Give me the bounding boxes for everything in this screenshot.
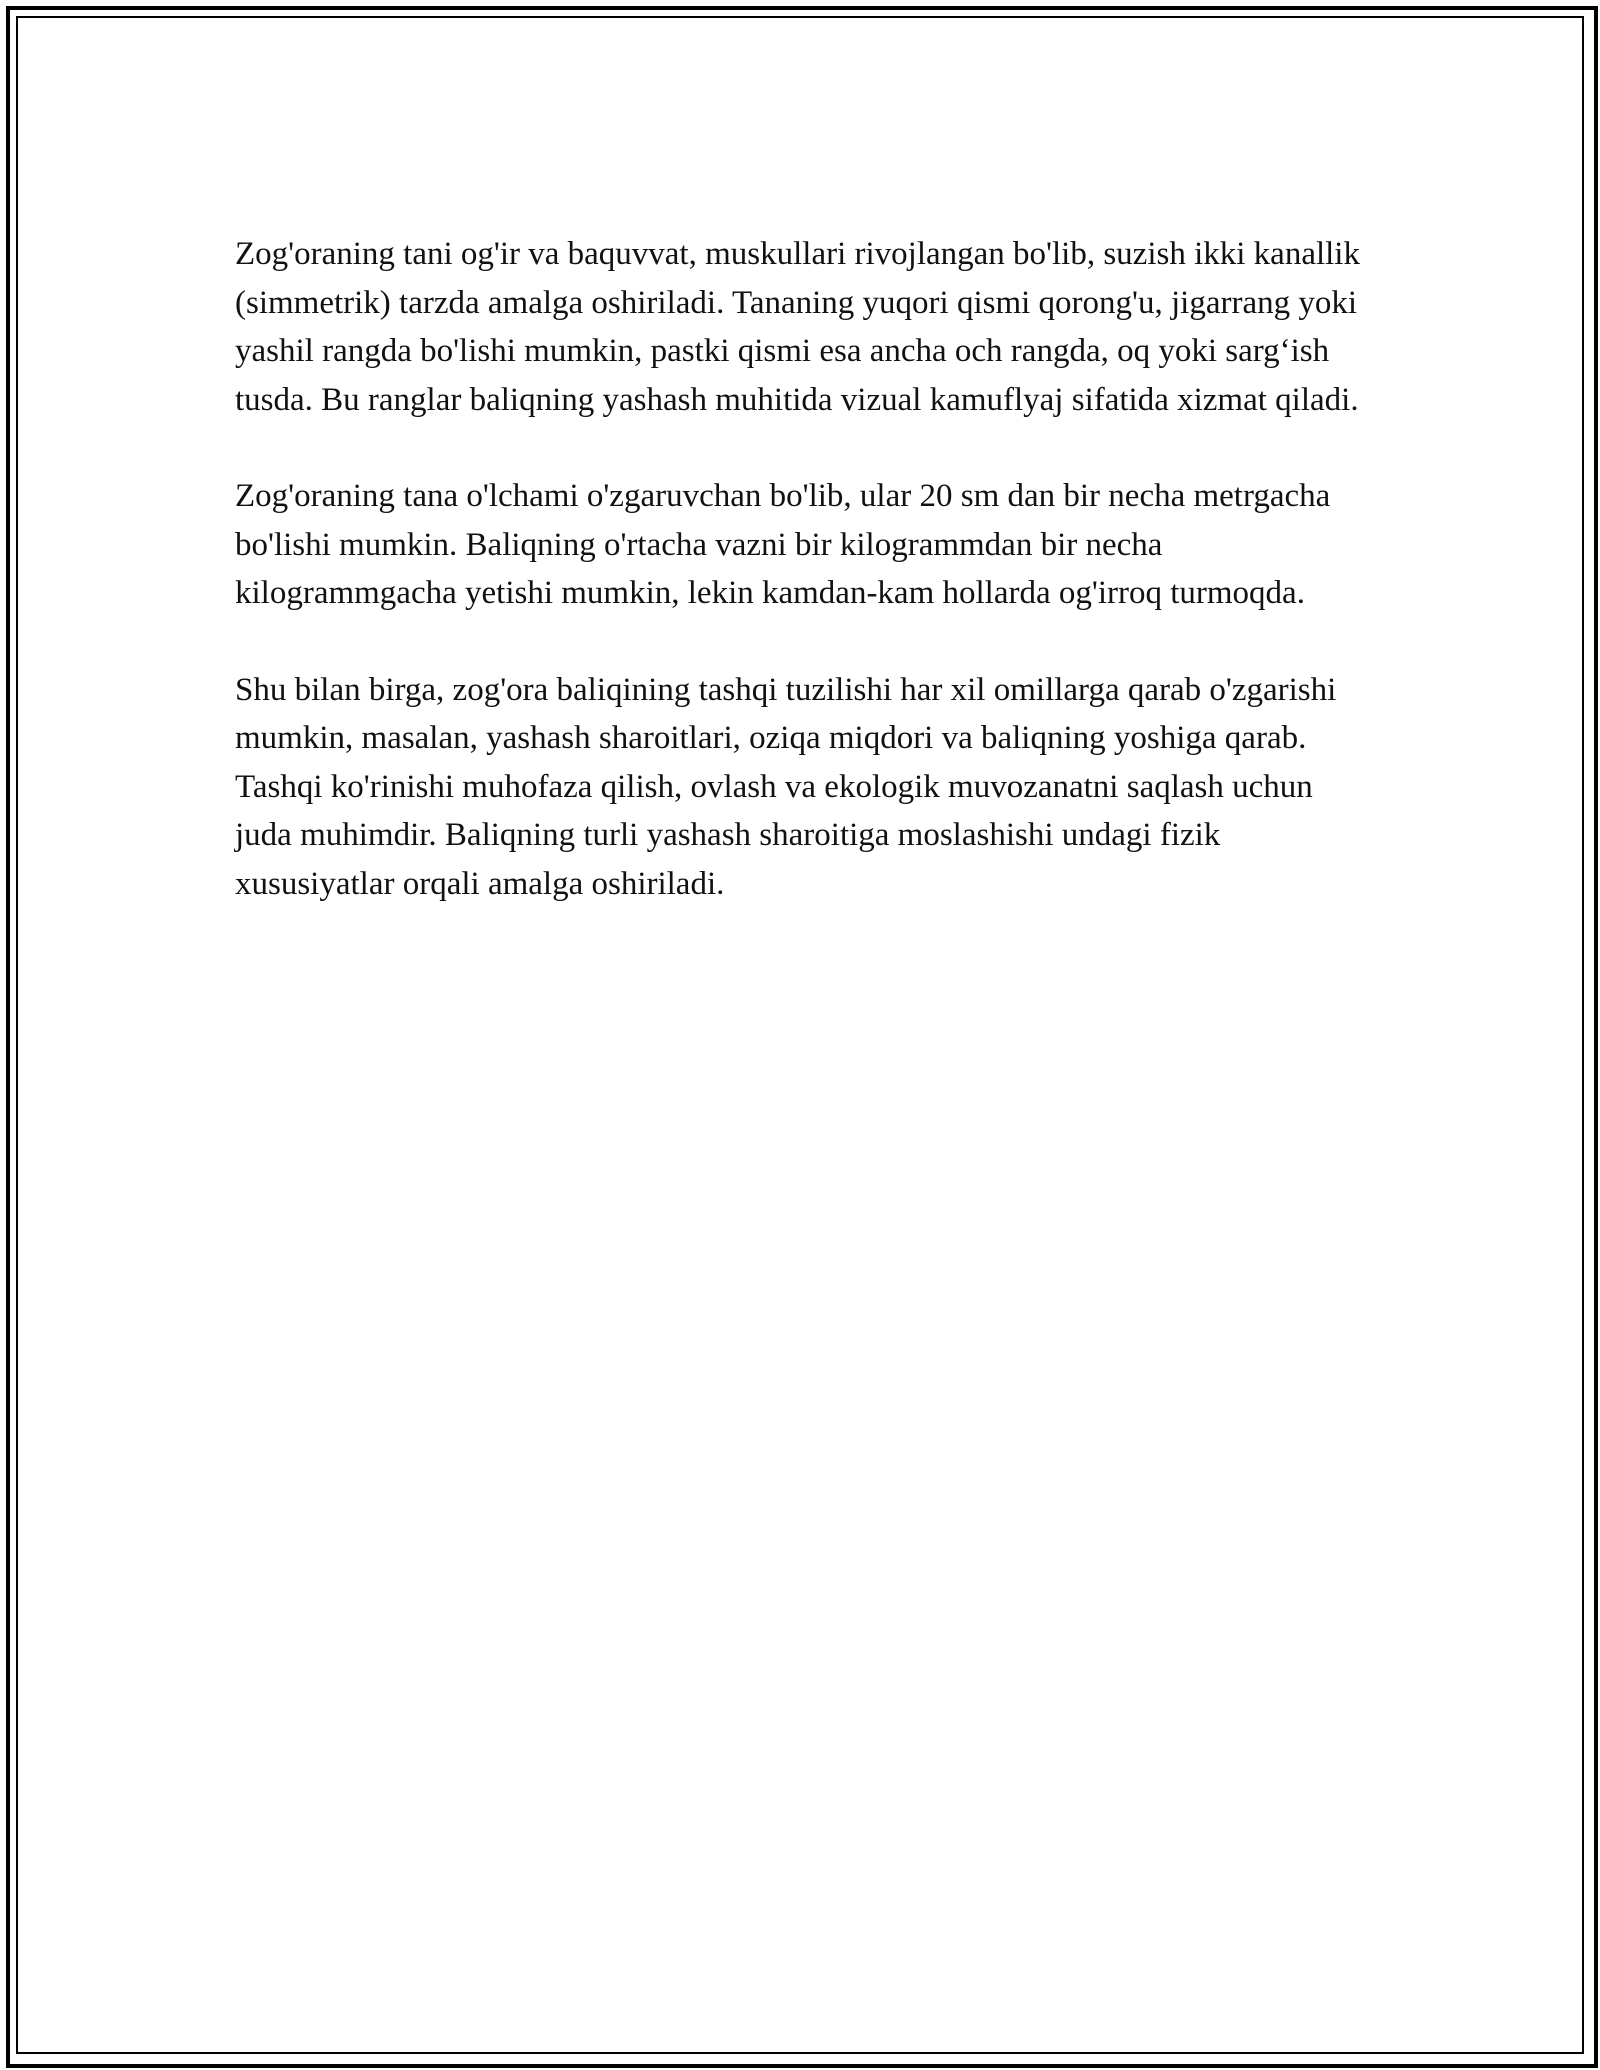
document-body	[235, 230, 1365, 956]
paragraph-size: Zog'oraning tana o'lchami o'zgaruvchan bo'lib, ular 20 sm dan bir necha metrgacha bo'lishi mumkin. Baliqning o'rtacha vazni bir kilogrammdan bir necha kilogrammgacha yetishi mumkin, lekin kamdan-kam hollarda og'irroq turmoqda.	[235, 478, 1331, 611]
paragraph-appearance: Zog'oraning tani og'ir va baquvvat, muskullari rivojlangan bo'lib, suzish ikki kanallik (simmetrik) tarzda amalga oshiriladi. Tananing yuqori qismi qorong'u, jigarrang yoki yashil rangda bo'lishi mumkin, pastki qismi esa ancha och rangda, oq yoki sarg‘ish tusda. Bu ranglar baliqning yashash muhitida vizual kamuflyaj sifatida xizmat qiladi.	[235, 236, 1360, 418]
paragraph-adaptation: Shu bilan birga, zog'ora baliqining tashqi tuzilishi har xil omillarga qarab o'zgarishi mumkin, masalan, yashash sharoitlari, oziqa miqdori va baliqning yoshiga qarab. Tashqi ko'rinishi muhofaza qilish, ovlash va ekologik muvozanatni saqlash uchun juda muhimdir. Baliqning turli yashash sharoitiga moslashishi undagi fizik xususiyatlar orqali amalga oshiriladi.	[235, 671, 1337, 902]
